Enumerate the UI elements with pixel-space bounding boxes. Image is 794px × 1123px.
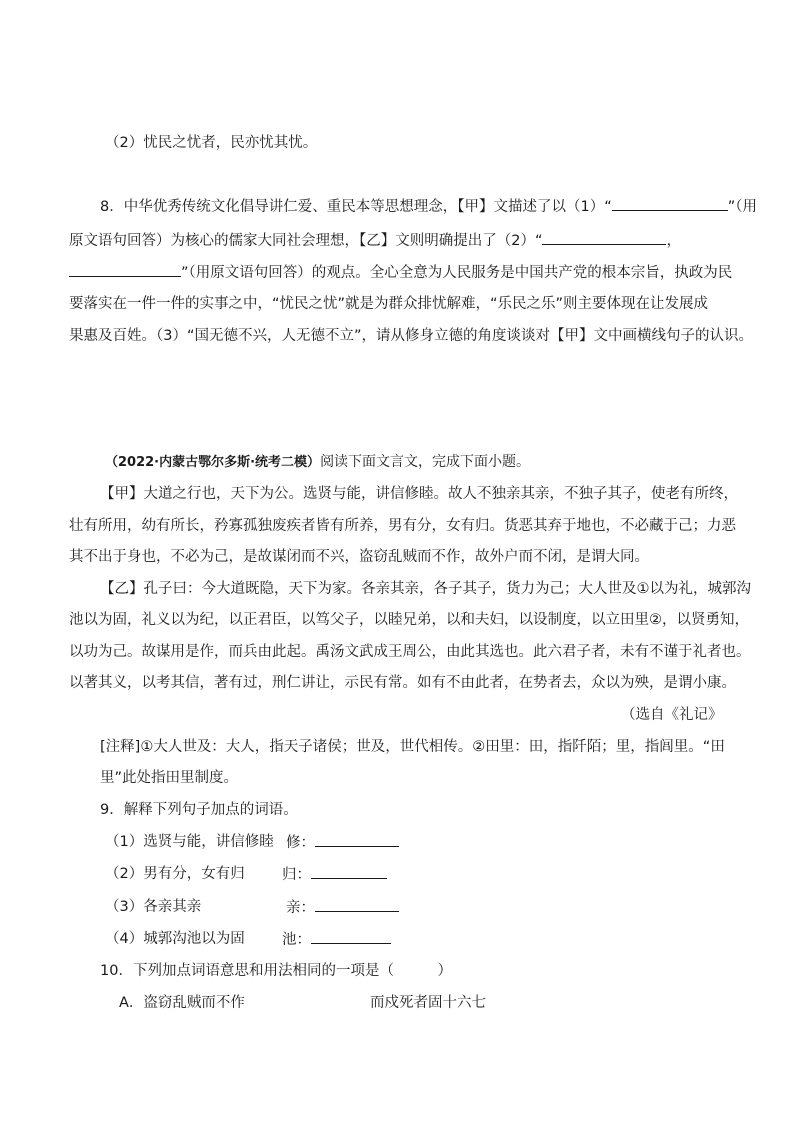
yi-line-2: 池以为固，礼义以为纪，以正君臣，以笃父子，以睦兄弟，以和夫妇，以设制度，以立田里②，以贤勇知，: [69, 612, 749, 628]
q9-item-2: （2）男有分，女有归: [105, 866, 245, 882]
q8-blank-1[interactable]: [612, 196, 728, 211]
q7-item-2: （2）忧民之忧者，民亦忧其忧。: [105, 135, 318, 151]
q10-title: 10．下列加点词语意思和用法相同的一项是（ ）: [100, 963, 452, 979]
q8-line-1: [100, 196, 757, 217]
q9-answer-3[interactable]: [315, 897, 399, 912]
q9-answer-2[interactable]: [311, 864, 387, 879]
q9-field-2: [282, 864, 387, 885]
q9-item-3: （3）各亲其亲: [105, 899, 202, 915]
q9-field-2-label: 归：: [282, 867, 311, 883]
jia-line-3: 其不出于身也，不必为己，是故谋闭而不兴，盗窃乱贼而不作，故外户而不闭，是谓大同。: [69, 549, 649, 565]
q9-answer-1[interactable]: [315, 832, 399, 847]
passage-instruction: 阅读下面文言文，完成下面小题。: [320, 454, 531, 470]
q9-item-4: （4）城郭沟池以为固: [105, 931, 245, 947]
jia-line-1: 【甲】大道之行也，天下为公。选贤与能，讲信修睦。故人不独亲其亲，不独子其子，使老有所终，: [100, 486, 738, 502]
q9-field-1-label: 修：: [286, 835, 315, 851]
citation: （选自《礼记》: [621, 707, 723, 723]
q10-option-a-left[interactable]: A．盗窃乱贼而不作: [119, 995, 245, 1011]
q9-title: 9．解释下列句子加点的词语。: [100, 802, 298, 818]
q9-item-1: （1）选贤与能，讲信修睦: [105, 834, 274, 850]
q8-line-2-text: 原文语句回答）为核心的儒家大同社会理想，【乙】文则明确提出了（2）“: [69, 233, 543, 249]
q9-field-4: [282, 929, 391, 950]
q8-blank-2b[interactable]: [69, 262, 181, 277]
notes-line-2: 里”此处指田里制度。: [100, 770, 239, 786]
yi-line-1: 【乙】孔子曰：今大道既隐，天下为家。各亲其亲，各子其子，货力为己；大人世及①以为礼，城郭沟: [100, 581, 751, 597]
q8-line-2-tail: ，: [666, 233, 681, 249]
q9-field-3-label: 亲：: [286, 900, 315, 916]
q8-line-3-text: ”（用原文语句回答）的观点。全心全意为人民服务是中国共产党的根本宗旨，执政为民: [181, 265, 733, 281]
q8-line-4: 要落实在一件一件的实事之中，“忧民之忧”就是为群众排忧解难，“乐民之乐”则主要体现在让发展成: [69, 296, 709, 312]
q8-blank-2a[interactable]: [542, 230, 666, 245]
yi-line-3: 以功为己。故谋用是作，而兵由此起。禹汤文武成王周公，由此其选也。此六君子者，未有不谨于礼者也。: [69, 644, 751, 660]
q8-line-5: 果惠及百姓。（3）“国无德不兴，人无德不立”，请从修身立德的角度谈谈对【甲】文中画横线句子的认识。: [69, 328, 753, 344]
q9-field-3: [286, 897, 399, 918]
q9-answer-4[interactable]: [311, 929, 391, 944]
passage-header: [105, 452, 530, 473]
q8-line-1-tail: ”（用: [727, 199, 757, 215]
q9-field-4-label: 池：: [282, 932, 311, 948]
q8-line-1-text: 8．中华优秀传统文化倡导讲仁爱、重民本等思想理念，【甲】文描述了以（1）“: [100, 199, 612, 215]
jia-line-2: 壮有所用，幼有所长，矜寡孤独废疾者皆有所养，男有分，女有归。货恶其弃于地也，不必藏于己；力恶: [69, 518, 736, 534]
q8-line-3: [69, 262, 732, 283]
passage-source: （2022·内蒙古鄂尔多斯·统考二模）: [105, 455, 321, 470]
q8-line-2: [69, 230, 681, 251]
q9-field-1: [286, 832, 399, 853]
q10-option-a-right: 而戍死者固十六七: [370, 995, 486, 1011]
notes-line-1: [注释]①大人世及：大人，指天子诸侯；世及，世代相传。②田里：田，指阡陌；里，指闾里。“田: [100, 739, 725, 755]
yi-line-4: 以著其义，以考其信，著有过，刑仁讲让，示民有常。如有不由此者，在势者去，众以为殃，是谓小康。: [69, 675, 736, 691]
